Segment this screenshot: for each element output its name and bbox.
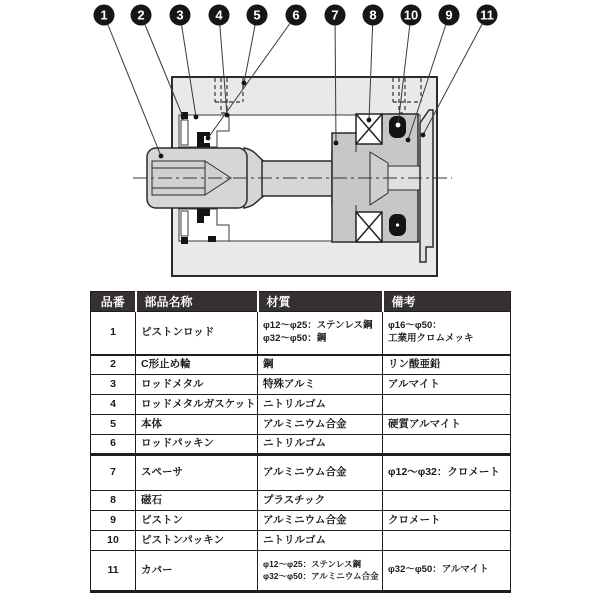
part-material: 鋼 <box>258 355 383 375</box>
part-name: ロッドメタル <box>136 375 258 395</box>
svg-text:11: 11 <box>480 7 494 23</box>
callout-11 <box>477 5 498 26</box>
part-number: 10 <box>91 531 136 551</box>
part-name: 磁石 <box>136 491 258 511</box>
part-material: 特殊アルミ <box>258 375 383 395</box>
part-number: 8 <box>91 491 136 511</box>
table-header-row <box>91 292 511 312</box>
rod-metal-gasket-section <box>208 236 216 242</box>
part-material: φ12～φ25：ステンレス鋼 φ32～φ50：鋼 <box>258 312 383 355</box>
cylinder-cross-section-diagram <box>0 0 600 290</box>
part-number: 3 <box>91 375 136 395</box>
part-number: 2 <box>91 355 136 375</box>
part-remarks: 硬質アルマイト <box>383 415 511 435</box>
part-remarks <box>383 491 511 511</box>
part-number: 11 <box>91 551 136 592</box>
table-row <box>91 375 511 395</box>
part-name: 本体 <box>136 415 258 435</box>
part-number: 7 <box>91 455 136 491</box>
part-remarks <box>383 435 511 455</box>
part-material: ニトリルゴム <box>258 531 383 551</box>
svg-text:7: 7 <box>331 7 339 23</box>
table-row <box>91 491 511 511</box>
svg-text:3: 3 <box>176 7 184 23</box>
part-name: カバー <box>136 551 258 592</box>
part-name: ピストンロッド <box>136 312 258 355</box>
svg-text:6: 6 <box>292 7 300 23</box>
part-name: ロッドメタルガスケット <box>136 395 258 415</box>
part-remarks: アルマイト <box>383 375 511 395</box>
part-name: ピストンパッキン <box>136 531 258 551</box>
callout-7 <box>325 5 346 26</box>
callout-1 <box>94 5 115 26</box>
part-remarks: クロメート <box>383 511 511 531</box>
part-name: C形止め輪 <box>136 355 258 375</box>
cover <box>420 110 433 262</box>
table-row <box>91 435 511 455</box>
part-remarks <box>383 395 511 415</box>
callout-6 <box>286 5 307 26</box>
part-material: プラスチック <box>258 491 383 511</box>
header-part-number: 品番 <box>91 292 136 312</box>
callout-4 <box>209 5 230 26</box>
part-remarks: φ32～φ50：アルマイト <box>383 551 511 592</box>
callout-2 <box>131 5 152 26</box>
part-material: アルミニウム合金 <box>258 511 383 531</box>
part-number: 9 <box>91 511 136 531</box>
part-remarks: φ12～φ32：クロメート <box>383 455 511 491</box>
svg-text:1: 1 <box>100 7 108 23</box>
part-number: 5 <box>91 415 136 435</box>
part-material: アルミニウム合金 <box>258 455 383 491</box>
callout-3 <box>170 5 191 26</box>
table-row <box>91 551 511 592</box>
table-row <box>91 355 511 375</box>
part-number: 4 <box>91 395 136 415</box>
part-number: 6 <box>91 435 136 455</box>
part-material: アルミニウム合金 <box>258 415 383 435</box>
part-remarks <box>383 531 511 551</box>
header-material: 材質 <box>258 292 383 312</box>
part-remarks: φ16～φ50： 工業用クロムメッキ <box>383 312 511 355</box>
callout-9 <box>439 5 460 26</box>
part-name: ロッドパッキン <box>136 435 258 455</box>
part-material: ニトリルゴム <box>258 395 383 415</box>
table-row <box>91 511 511 531</box>
table-row <box>91 395 511 415</box>
table-row <box>91 415 511 435</box>
callout-5 <box>247 5 268 26</box>
table-row <box>91 455 511 491</box>
part-name: スペーサ <box>136 455 258 491</box>
part-number: 1 <box>91 312 136 355</box>
callout-8 <box>363 5 384 26</box>
header-part-name: 部品名称 <box>136 292 258 312</box>
part-name: ピストン <box>136 511 258 531</box>
svg-text:10: 10 <box>403 7 419 23</box>
parts-table <box>90 291 511 593</box>
svg-text:2: 2 <box>137 7 145 23</box>
svg-text:4: 4 <box>215 7 223 23</box>
svg-text:5: 5 <box>253 7 261 23</box>
part-remarks: リン酸亜鉛 <box>383 355 511 375</box>
table-row <box>91 531 511 551</box>
part-material: ニトリルゴム <box>258 435 383 455</box>
callout-10 <box>401 5 422 26</box>
part-material: φ12～φ25：ステンレス鋼 φ32～φ50：アルミニウム合金 <box>258 551 383 592</box>
header-remarks: 備考 <box>383 292 511 312</box>
svg-text:9: 9 <box>445 7 453 23</box>
svg-text:8: 8 <box>369 7 377 23</box>
table-row <box>91 312 511 355</box>
